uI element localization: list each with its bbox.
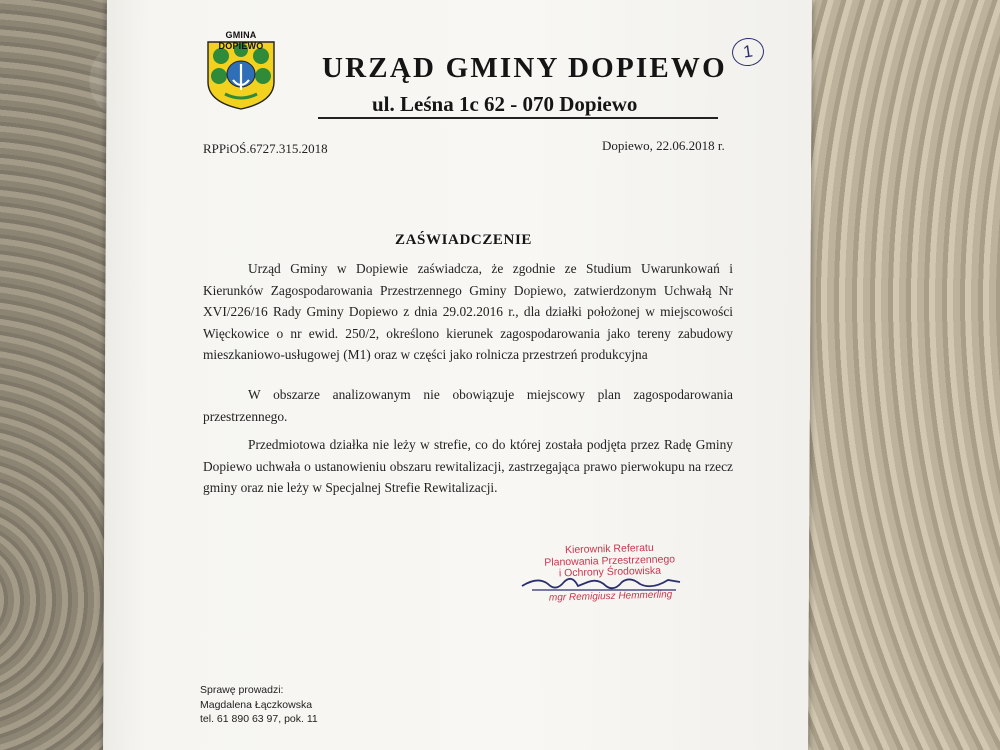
office-name: URZĄD GMINY DOPIEWO (322, 52, 727, 84)
logo-caption: GMINA DOPIEWO (218, 30, 264, 51)
background-mat-right (780, 0, 1000, 750)
handled-by-name: Magdalena Łączkowska (200, 698, 313, 711)
stamp-signatory-name: mgr Remigiusz Hemmerling (548, 588, 673, 604)
handled-by-label: Sprawę prowadzi: (200, 684, 284, 696)
office-address: ul. Leśna 1c 62 - 070 Dopiewo (372, 92, 638, 116)
document-date: Dopiewo, 22.06.2018 r. (602, 138, 725, 153)
stamp-line-1: Kierownik Referatu (564, 541, 654, 557)
handled-by-phone: tel. 61 890 63 97, pok. 11 (200, 713, 318, 725)
stamp-line-3: i Ochrony Środowiska (558, 564, 662, 580)
handwritten-page-number: 1 (730, 36, 766, 68)
stamp-line-2: Planowania Przestrzennego (544, 552, 676, 569)
body-paragraph-2: W obszarze analizowanym nie obowiązuje miejscowy plan zagospodarowania przestrzennego. (203, 387, 733, 424)
reference-number: RPPiOŚ.6727.315.2018 (203, 141, 328, 156)
header-divider (318, 117, 718, 119)
handled-by-block (200, 683, 318, 727)
body-paragraph-3: Przedmiotowa działka nie leży w strefie, co do której została podjęta przez Radę Gminy Dopiewo uchwała o ustanowieniu obszaru rewitalizacji, zastrzegająca prawo pierwokupu na rzecz gminy oraz nie leży w Specjalnej Strefie Rewitalizacji. (203, 437, 733, 495)
document-title: ZAŚWIADCZENIE (395, 232, 532, 248)
body-paragraph-1: Urząd Gminy w Dopiewie zaświadcza, że zgodnie ze Studium Uwarunkowań i Kierunków Zagospodarowania Przestrzennego Gminy Dopiewo, zatwierdzonym Uchwałą Nr XVI/226/16 Rady Gminy Dopiewo z dnia 29.02.2016 r., dla działki położonej w miejscowości Więckowice o nr ewid. 250/2, określono kierunek zagospodarowania jako tereny zabudowy mieszkaniowo-usługowej (M1) oraz w części jako rolnicza przestrzeń produkcyjna (203, 261, 733, 362)
handwritten-signature (518, 572, 688, 598)
municipality-coat-of-arms (207, 30, 275, 110)
